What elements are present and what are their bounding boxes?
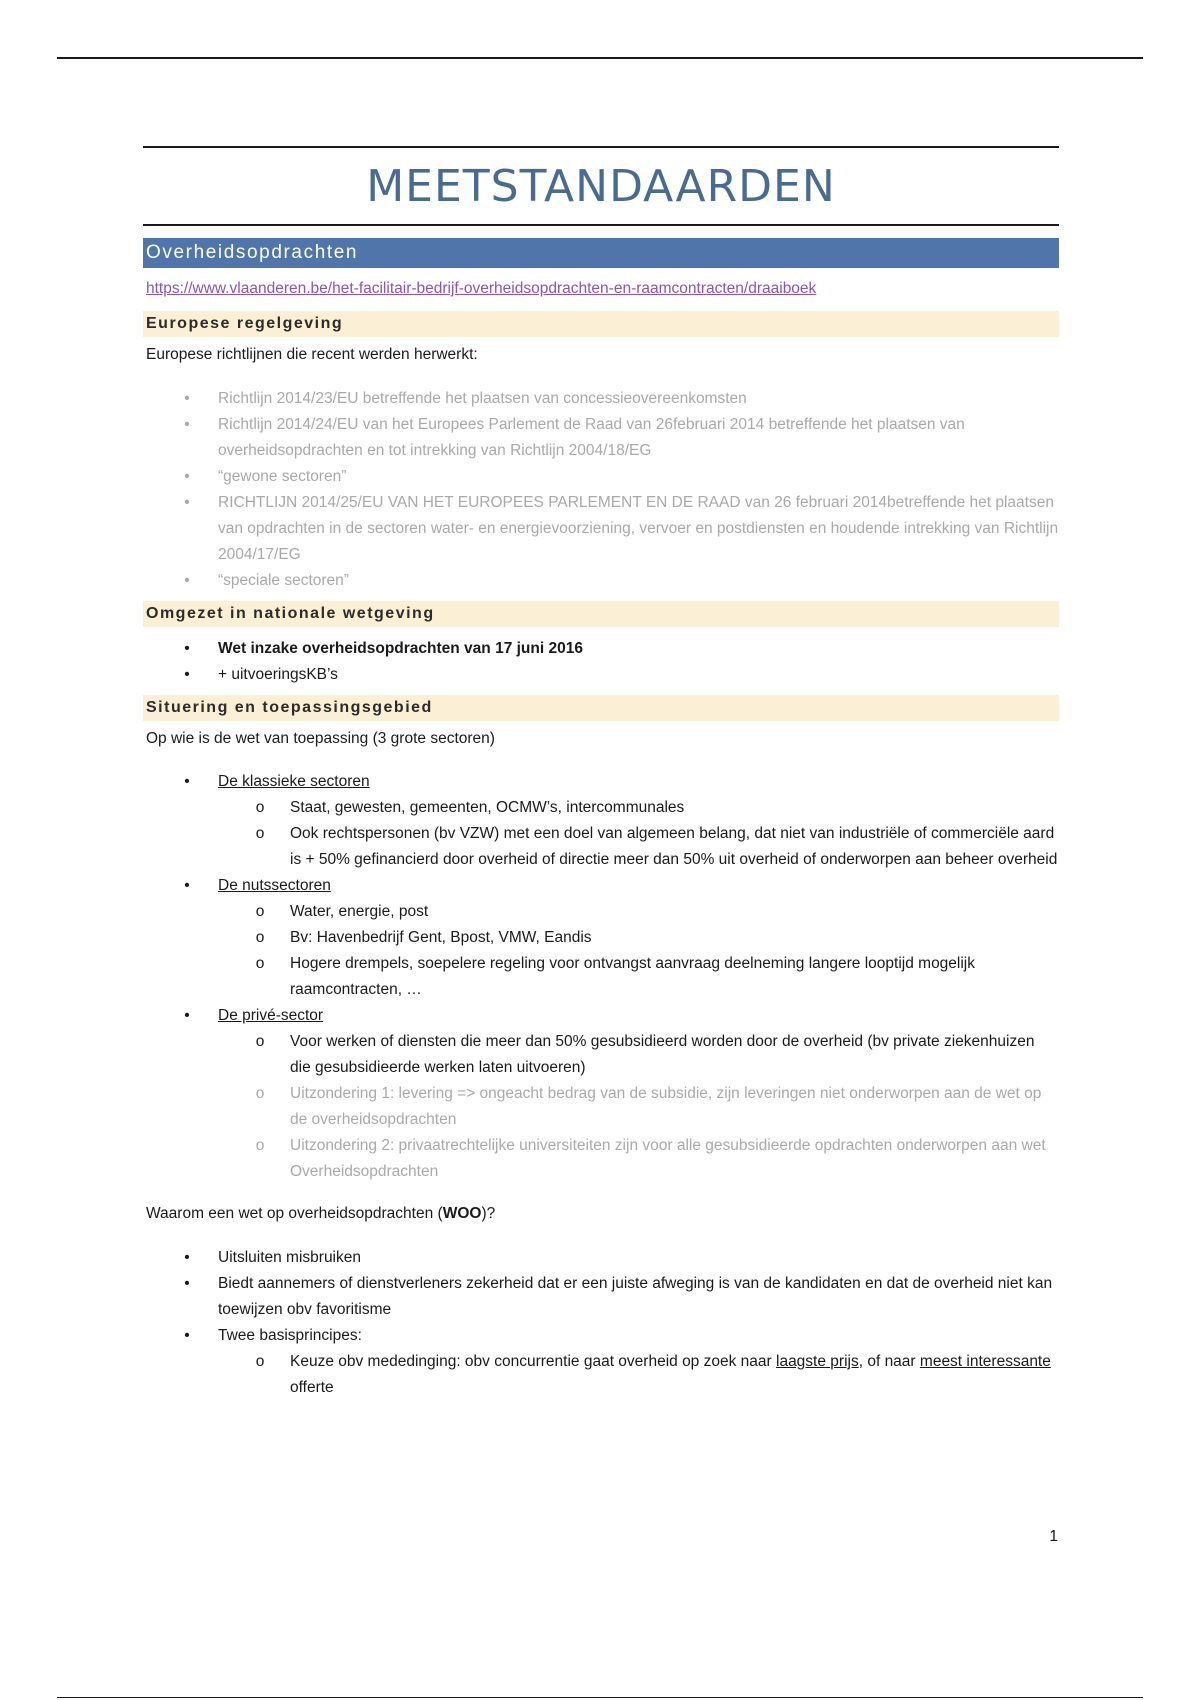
bullet-icon: •: [184, 416, 190, 433]
list-item: o Bv: Havenbedrijf Gent, Bpost, VMW, Eandis: [218, 925, 1059, 951]
link-line: [143, 276, 1059, 302]
document-body: [143, 146, 1059, 1401]
bullet-icon: •: [184, 877, 190, 894]
document-title: MEETSTANDAARDEN: [366, 160, 836, 212]
sub-bullet-icon: o: [255, 1353, 265, 1370]
sub-bullet-icon: o: [255, 955, 265, 972]
list-item: o Hogere drempels, soepelere regeling voor ontvangst aanvraag deelneming langere looptijd mogelijk raamcontracten, …: [218, 951, 1059, 1003]
list-item: • Richtlijn 2014/24/EU van het Europees Parlement de Raad van 26februari 2014 betreffende het plaatsen van overheidsopdrachten en tot intrekking van Richtlijn 2004/18/EG: [143, 412, 1059, 464]
sub-bullet-icon: o: [255, 1033, 265, 1050]
heading-situering: Situering en toepassingsgebied: [143, 695, 1059, 721]
sector-klassiek: • De klassieke sectoren o Staat, gewesten, gemeenten, OCMW’s, intercommunales o Ook rechtspersonen (bv VZW) met een doel van algemeen belang, dat niet van industriële of commerciële aard is + 50% gefinancierd door overheid of directie meer dan 50% uit overheid of onderworpen aan beheer overheid: [143, 769, 1059, 873]
list-item: o Voor werken of diensten die meer dan 50% gesubsidieerd worden door de overheid (bv private ziekenhuizen die gesubsidieerde werken laten uitvoeren): [218, 1029, 1059, 1081]
why-list: [143, 1245, 1059, 1401]
list-item: • Twee basisprincipes: o Keuze obv mededinging: obv concurrentie gaat overheid op zoek naar laagste prijs, of naar meest interessante offerte: [143, 1323, 1059, 1401]
bullet-icon: •: [184, 640, 190, 657]
bullet-icon: •: [184, 390, 190, 407]
list-item: o Staat, gewesten, gemeenten, OCMW’s, intercommunales: [218, 795, 1059, 821]
sector-klassiek-details: [218, 795, 1059, 873]
sector-nuts-details: [218, 899, 1059, 1003]
list-item: • + uitvoeringsKB’s: [143, 662, 1059, 688]
sub-bullet-icon: o: [255, 799, 265, 816]
european-intro: Europese richtlijnen die recent werden herwerkt:: [146, 346, 478, 363]
sector-prive-details: [218, 1029, 1059, 1185]
bullet-icon: •: [184, 572, 190, 589]
sub-bullet-icon: o: [255, 903, 265, 920]
page-number: 1: [1049, 1528, 1058, 1545]
draaiboek-link[interactable]: https://www.vlaanderen.be/het-facilitair-bedrijf-overheidsopdrachten-en-raamcontracten/draaiboek: [146, 280, 817, 297]
bullet-icon: •: [184, 1007, 190, 1024]
list-item: • Richtlijn 2014/23/EU betreffende het plaatsen van concessieovereenkomsten: [143, 386, 1059, 412]
sector-prive: • De privé-sector o Voor werken of diensten die meer dan 50% gesubsidieerd worden door de overheid (bv private ziekenhuizen die gesubsidieerde werken laten uitvoeren) o Uitzondering 1: levering => ongeacht bedrag van de subsidie, zijn leveringen niet onderworpen aan de wet op de overheidsopdrachten o Uitzondering 2: privaatrechtelijke universiteiten zijn voor alle gesubsidieerde opdrachten onderworpen aan wet Overheidsopdrachten: [143, 1003, 1059, 1185]
sub-bullet-icon: o: [255, 1085, 265, 1102]
page-top-rule: [57, 57, 1143, 59]
title-block: [143, 146, 1059, 226]
bullet-icon: •: [184, 1249, 190, 1266]
heading-europese-regelgeving: Europese regelgeving: [143, 311, 1059, 337]
list-item: • RICHTLIJN 2014/25/EU VAN HET EUROPEES PARLEMENT EN DE RAAD van 26 februari 2014betreffende het plaatsen van opdrachten in de sectoren water- en energievoorziening, vervoer en postdiensten en houdende intrekking van Richtlijn 2004/17/EG: [143, 490, 1059, 568]
list-item: • Uitsluiten misbruiken: [143, 1245, 1059, 1271]
sector-nuts: • De nutssectoren o Water, energie, post o Bv: Havenbedrijf Gent, Bpost, VMW, Eandis o Hogere drempels, soepelere regeling voor ontvangst aanvraag deelneming langere looptijd mogelijk raamcontracten, …: [143, 873, 1059, 1003]
list-item: o Keuze obv mededinging: obv concurrentie gaat overheid op zoek naar laagste prijs, of naar meest interessante offerte: [218, 1349, 1059, 1401]
list-item: o Ook rechtspersonen (bv VZW) met een doel van algemeen belang, dat niet van industriële of commerciële aard is + 50% gefinancierd door overheid of directie meer dan 50% uit overheid of onderworpen aan beheer overheid: [218, 821, 1059, 873]
sub-bullet-icon: o: [255, 929, 265, 946]
european-directives-list: [143, 386, 1059, 594]
list-item: • Biedt aannemers of dienstverleners zekerheid dat er een juiste afweging is van de kandidaten en dat de overheid niet kan toewijzen obv favoritisme: [143, 1271, 1059, 1323]
principles-list: [218, 1349, 1059, 1401]
list-item: o Water, energie, post: [218, 899, 1059, 925]
heading-nationale-wetgeving: Omgezet in nationale wetgeving: [143, 601, 1059, 627]
sub-bullet-icon: o: [255, 825, 265, 842]
bullet-icon: •: [184, 1275, 190, 1292]
bullet-icon: •: [184, 1327, 190, 1344]
list-item: o Uitzondering 2: privaatrechtelijke universiteiten zijn voor alle gesubsidieerde opdrachten onderworpen aan wet Overheidsopdrachten: [218, 1133, 1059, 1185]
section-heading-overheidsopdrachten: Overheidsopdrachten: [143, 238, 1059, 268]
list-item: • “speciale sectoren”: [143, 568, 1059, 594]
list-item: o Uitzondering 1: levering => ongeacht bedrag van de subsidie, zijn leveringen niet onderworpen aan de wet op de overheidsopdrachten: [218, 1081, 1059, 1133]
sectors-list: [143, 769, 1059, 1185]
list-item: • Wet inzake overheidsopdrachten van 17 juni 2016: [143, 636, 1059, 662]
bullet-icon: •: [184, 468, 190, 485]
list-item: • “gewone sectoren”: [143, 464, 1059, 490]
bullet-icon: •: [184, 494, 190, 511]
national-law-list: [143, 636, 1059, 688]
page-bottom-rule: [57, 1697, 1143, 1698]
bullet-icon: •: [184, 666, 190, 683]
scope-intro: Op wie is de wet van toepassing (3 grote sectoren): [146, 730, 495, 747]
sub-bullet-icon: o: [255, 1137, 265, 1154]
bullet-icon: •: [184, 773, 190, 790]
why-intro: Waarom een wet op overheidsopdrachten (WOO)?: [146, 1205, 496, 1222]
